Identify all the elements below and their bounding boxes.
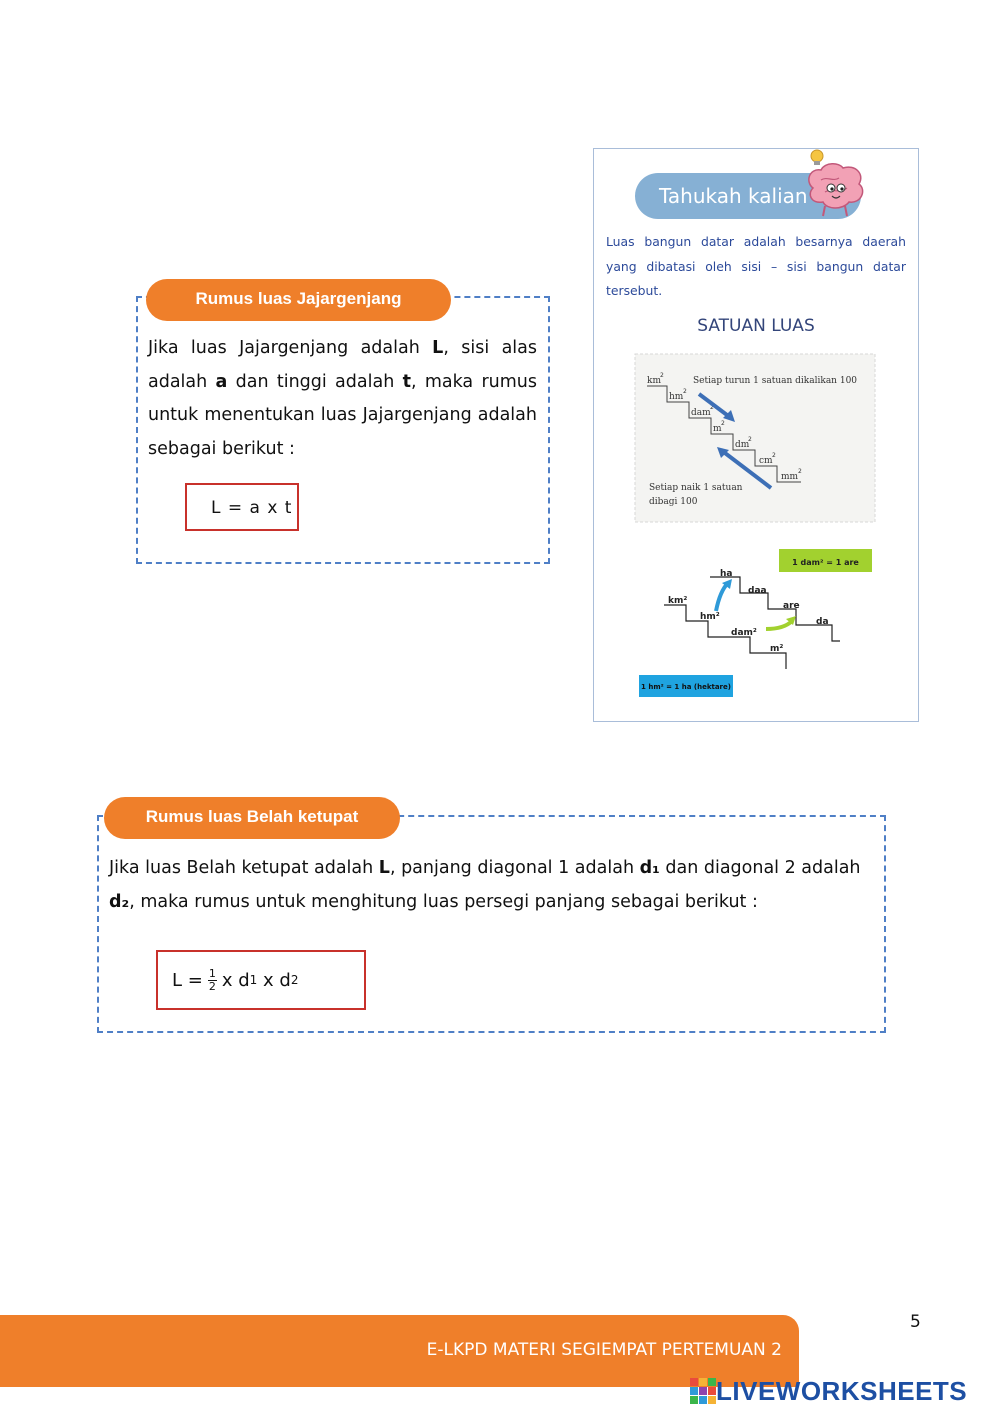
var-t: t [402, 371, 411, 392]
var-d2: d₂ [109, 891, 130, 912]
belah-ketupat-title: Rumus luas Belah ketupat [104, 797, 400, 839]
brain-icon [803, 148, 869, 220]
info-panel-description: Luas bangun datar adalah besarnya daerah yang dibatasi oleh sisi – sisi bangun datar tersebut. [606, 234, 906, 298]
area-units-staircase-diagram [633, 352, 877, 524]
fraction-half [208, 968, 217, 993]
unit-hm: hm [669, 392, 684, 402]
text-part: , panjang diagonal 1 adalah [389, 858, 640, 878]
unit-mm: mm [781, 472, 799, 482]
exponent: 2 [772, 452, 776, 459]
note-ha: 1 hm² = 1 ha (hektare) [641, 683, 731, 691]
text-part: , maka rumus untuk menghitung luas persegi panjang sebagai berikut : [129, 891, 758, 912]
unit-m: m [713, 424, 722, 434]
exponent: 2 [683, 388, 687, 395]
unit-da: da [816, 617, 829, 627]
footer-title: E-LKPD MATERI SEGIEMPAT PERTEMUAN 2 [426, 1340, 782, 1360]
unit-km2: km² [668, 596, 688, 606]
unit-dm: dm [735, 440, 750, 450]
belah-ketupat-description [109, 852, 869, 919]
page-number: 5 [910, 1312, 921, 1332]
text-part: Jika luas Belah ketupat adalah [109, 858, 379, 878]
hectare-are-diagram [636, 545, 876, 705]
satuan-luas-heading: SATUAN LUAS [697, 316, 815, 336]
exponent: 2 [710, 404, 714, 411]
formula-part: x d [221, 969, 250, 991]
fraction-numerator: 1 [208, 966, 216, 980]
jajargenjang-description [148, 332, 537, 466]
note-are: 1 dam² = 1 are [792, 558, 859, 567]
jajargenjang-formula: L = a x t [185, 483, 299, 531]
fraction-denominator: 2 [208, 979, 216, 993]
unit-dam: dam [691, 408, 711, 418]
unit-km: km [647, 376, 661, 386]
exponent: 2 [660, 372, 664, 379]
var-l: L [378, 858, 390, 878]
text-part: , sisi alas adalah [148, 338, 538, 392]
liveworksheets-text: LIVEWORKSHEETS [716, 1375, 968, 1406]
exponent: 2 [748, 436, 752, 443]
var-l: L [432, 338, 444, 358]
text-part: Jika luas Jajargenjang adalah [148, 338, 433, 358]
unit-dam2: dam² [731, 628, 757, 638]
belah-ketupat-formula [156, 950, 366, 1010]
unit-cm: cm [759, 456, 773, 466]
exponent: 2 [721, 420, 725, 427]
unit-are: are [783, 601, 800, 611]
unit-ha: ha [720, 569, 733, 579]
var-d1: d₁ [639, 858, 660, 878]
subscript-1: 1 [249, 973, 258, 987]
jajargenjang-title: Rumus luas Jajargenjang [146, 279, 451, 321]
unit-m2: m² [770, 644, 784, 654]
unit-daa: daa [748, 586, 767, 596]
unit-hm2: hm² [700, 612, 720, 622]
var-a: a [215, 371, 228, 392]
down-rule-text: Setiap turun 1 satuan dikalikan 100 [693, 376, 858, 386]
up-rule-text-2: dibagi 100 [649, 497, 698, 507]
text-part: dan tinggi adalah [227, 371, 403, 392]
text-part: dan diagonal 2 adalah [659, 858, 861, 878]
liveworksheets-logo[interactable] [690, 1376, 967, 1406]
liveworksheets-icon [690, 1378, 716, 1404]
formula-prefix: L = [172, 969, 203, 991]
text-part: , maka rumus untuk menentukan luas Jajargenjang adalah sebagai berikut : [148, 371, 537, 459]
exponent: 2 [798, 468, 802, 475]
info-panel-title: Tahukah kalian [635, 173, 861, 219]
up-rule-text-1: Setiap naik 1 satuan [649, 483, 743, 493]
subscript-2: 2 [290, 973, 299, 987]
formula-part: x d [257, 969, 291, 991]
